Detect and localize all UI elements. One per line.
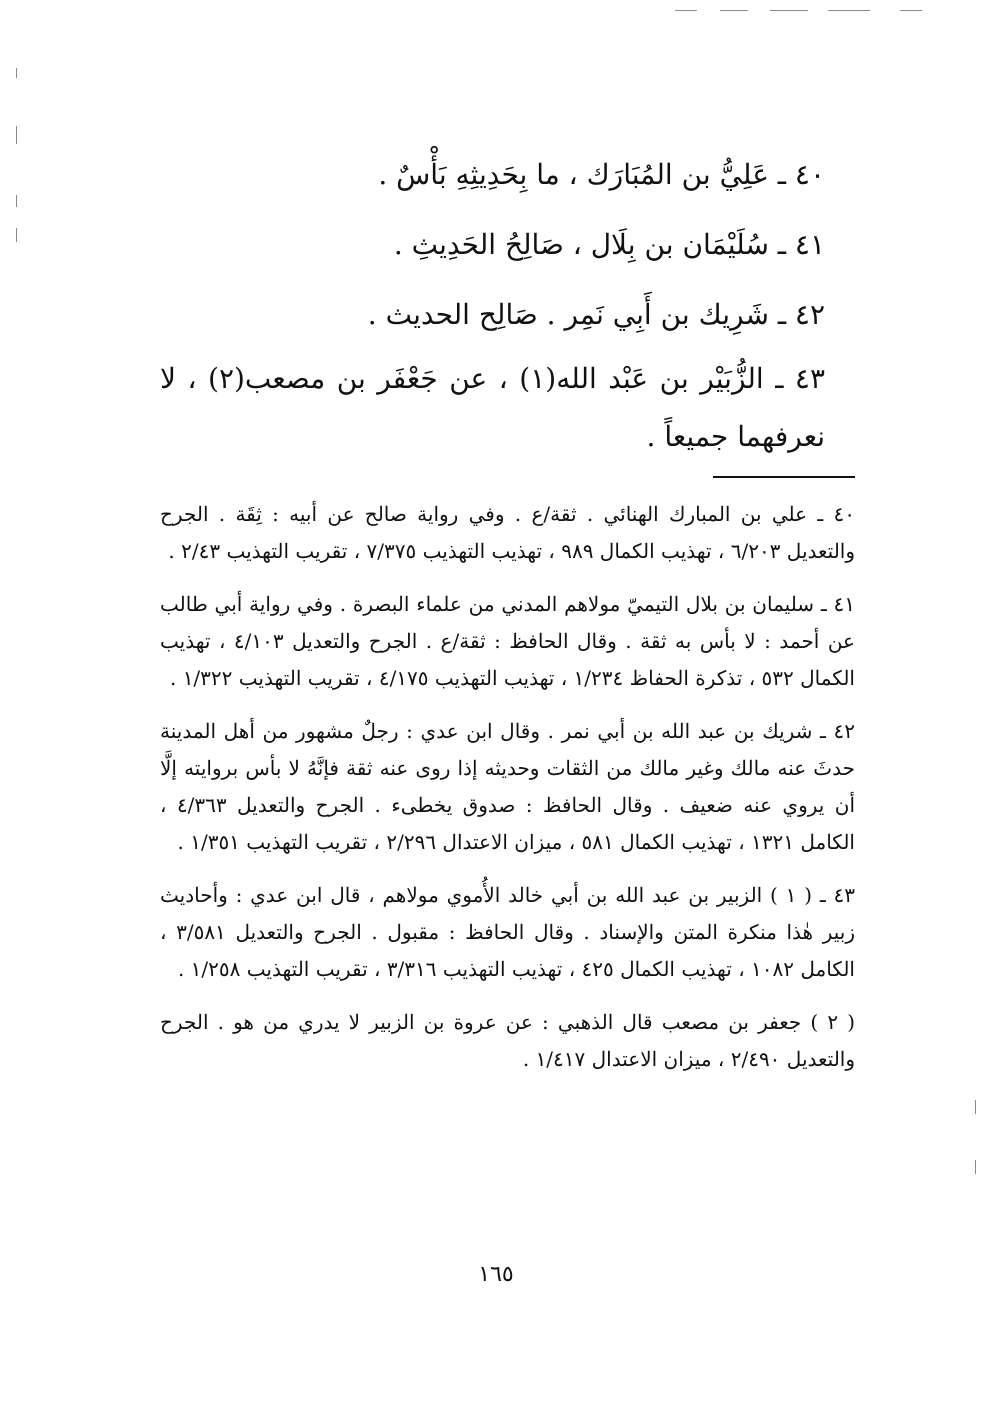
entry-41: ٤١ ـ سُلَيْمَان بن بِلَال ، صَالِحُ الحَدِيثِ . (393, 228, 825, 261)
scan-dash (770, 10, 808, 11)
main-text (160, 140, 825, 466)
footnotes (160, 496, 855, 1094)
entry-40: ٤٠ ـ عَلِيُّ بن المُبَارَك ، ما بِحَدِيثِهِ بَأْسٌ . (378, 158, 825, 191)
footnote-42: ٤٢ ـ شريك بن عبد الله بن أبي نمر . وقال ابن عدي : رجلٌ مشهور من أهل المدينة حدثَ عنه مالك وغير مالك من الثقات وحديثه إذا روى عنه ثقة فإنَّهُ لا بأس بروايته إلَّا أن يروي عنه ضعيف . وقال الحافظ : صدوق يخطىء . الجرح والتعديل ٤/٣٦٣ ، الكامل ١٣٢١ ، تهذيب الكمال ٥٨١ ، ميزان الاعتدال ٢/٢٩٦ ، تقريب التهذيب ١/٣٥١ . (160, 719, 856, 854)
scan-tick (975, 1160, 976, 1174)
scan-tick (16, 195, 17, 207)
scan-dash (900, 10, 922, 11)
entry-43: ٤٣ ـ الزُّبَيْر بن عَبْد الله(١) ، عن جَعْفَر بن مصعب(٢) ، لا نعرفهما جميعاً . (160, 362, 825, 453)
footnote-40: ٤٠ ـ علي بن المبارك الهنائي . ثقة/ع . وفي رواية صالح عن أبيه : ثِقَة . الجرح والتعديل ٦/٢٠٣ ، تهذيب الكمال ٩٨٩ ، تهذيب التهذيب ٧/٣٧٥ ، تقريب التهذيب ٢/٤٣ . (160, 502, 856, 563)
footnote-43-2: ( ٢ ) جعفر بن مصعب قال الذهبي : عن عروة بن الزبير لا يدري من هو . الجرح والتعديل ٢/٤٩٠ ، ميزان الاعتدال ١/٤١٧ . (160, 1010, 856, 1071)
scan-tick (16, 126, 17, 144)
footnote-41: ٤١ ـ سليمان بن بلال التيميّ مولاهم المدني من علماء البصرة . وفي رواية أبي طالب عن أحمد : لا بأس به ثقة . وقال الحافظ : ثقة/ع . الجرح والتعديل ٤/١٠٣ ، تهذيب الكمال ٥٣٢ ، تذكرة الحفاظ ١/٢٣٤ ، تهذيب التهذيب ٤/١٧٥ ، تقريب التهذيب ١/٣٢٢ . (160, 592, 855, 690)
scan-tick (16, 68, 17, 78)
entry-42: ٤٢ ـ شَرِيك بن أَبِي نَمِر . صَالِح الحديث . (367, 298, 825, 331)
footnote-separator (713, 476, 855, 478)
scan-tick (975, 1100, 976, 1114)
footnote-43: ٤٣ ـ ( ١ ) الزبير بن عبد الله بن أبي خالد الأُموي مولاهم ، قال ابن عدي : وأحاديث زبير هٰذا منكرة المتن والإسناد . وقال الحافظ : مقبول . الجرح والتعديل ٣/٥٨١ ، الكامل ١٠٨٢ ، تهذيب الكمال ٤٢٥ ، تهذيب التهذيب ٣/٣١٦ ، تقريب التهذيب ١/٢٥٨ . (160, 883, 856, 981)
page-number: ١٦٥ (478, 1262, 514, 1287)
scan-dash (720, 10, 748, 11)
scan-dash (675, 10, 697, 11)
scan-dash (828, 10, 870, 11)
scan-tick (16, 228, 17, 242)
